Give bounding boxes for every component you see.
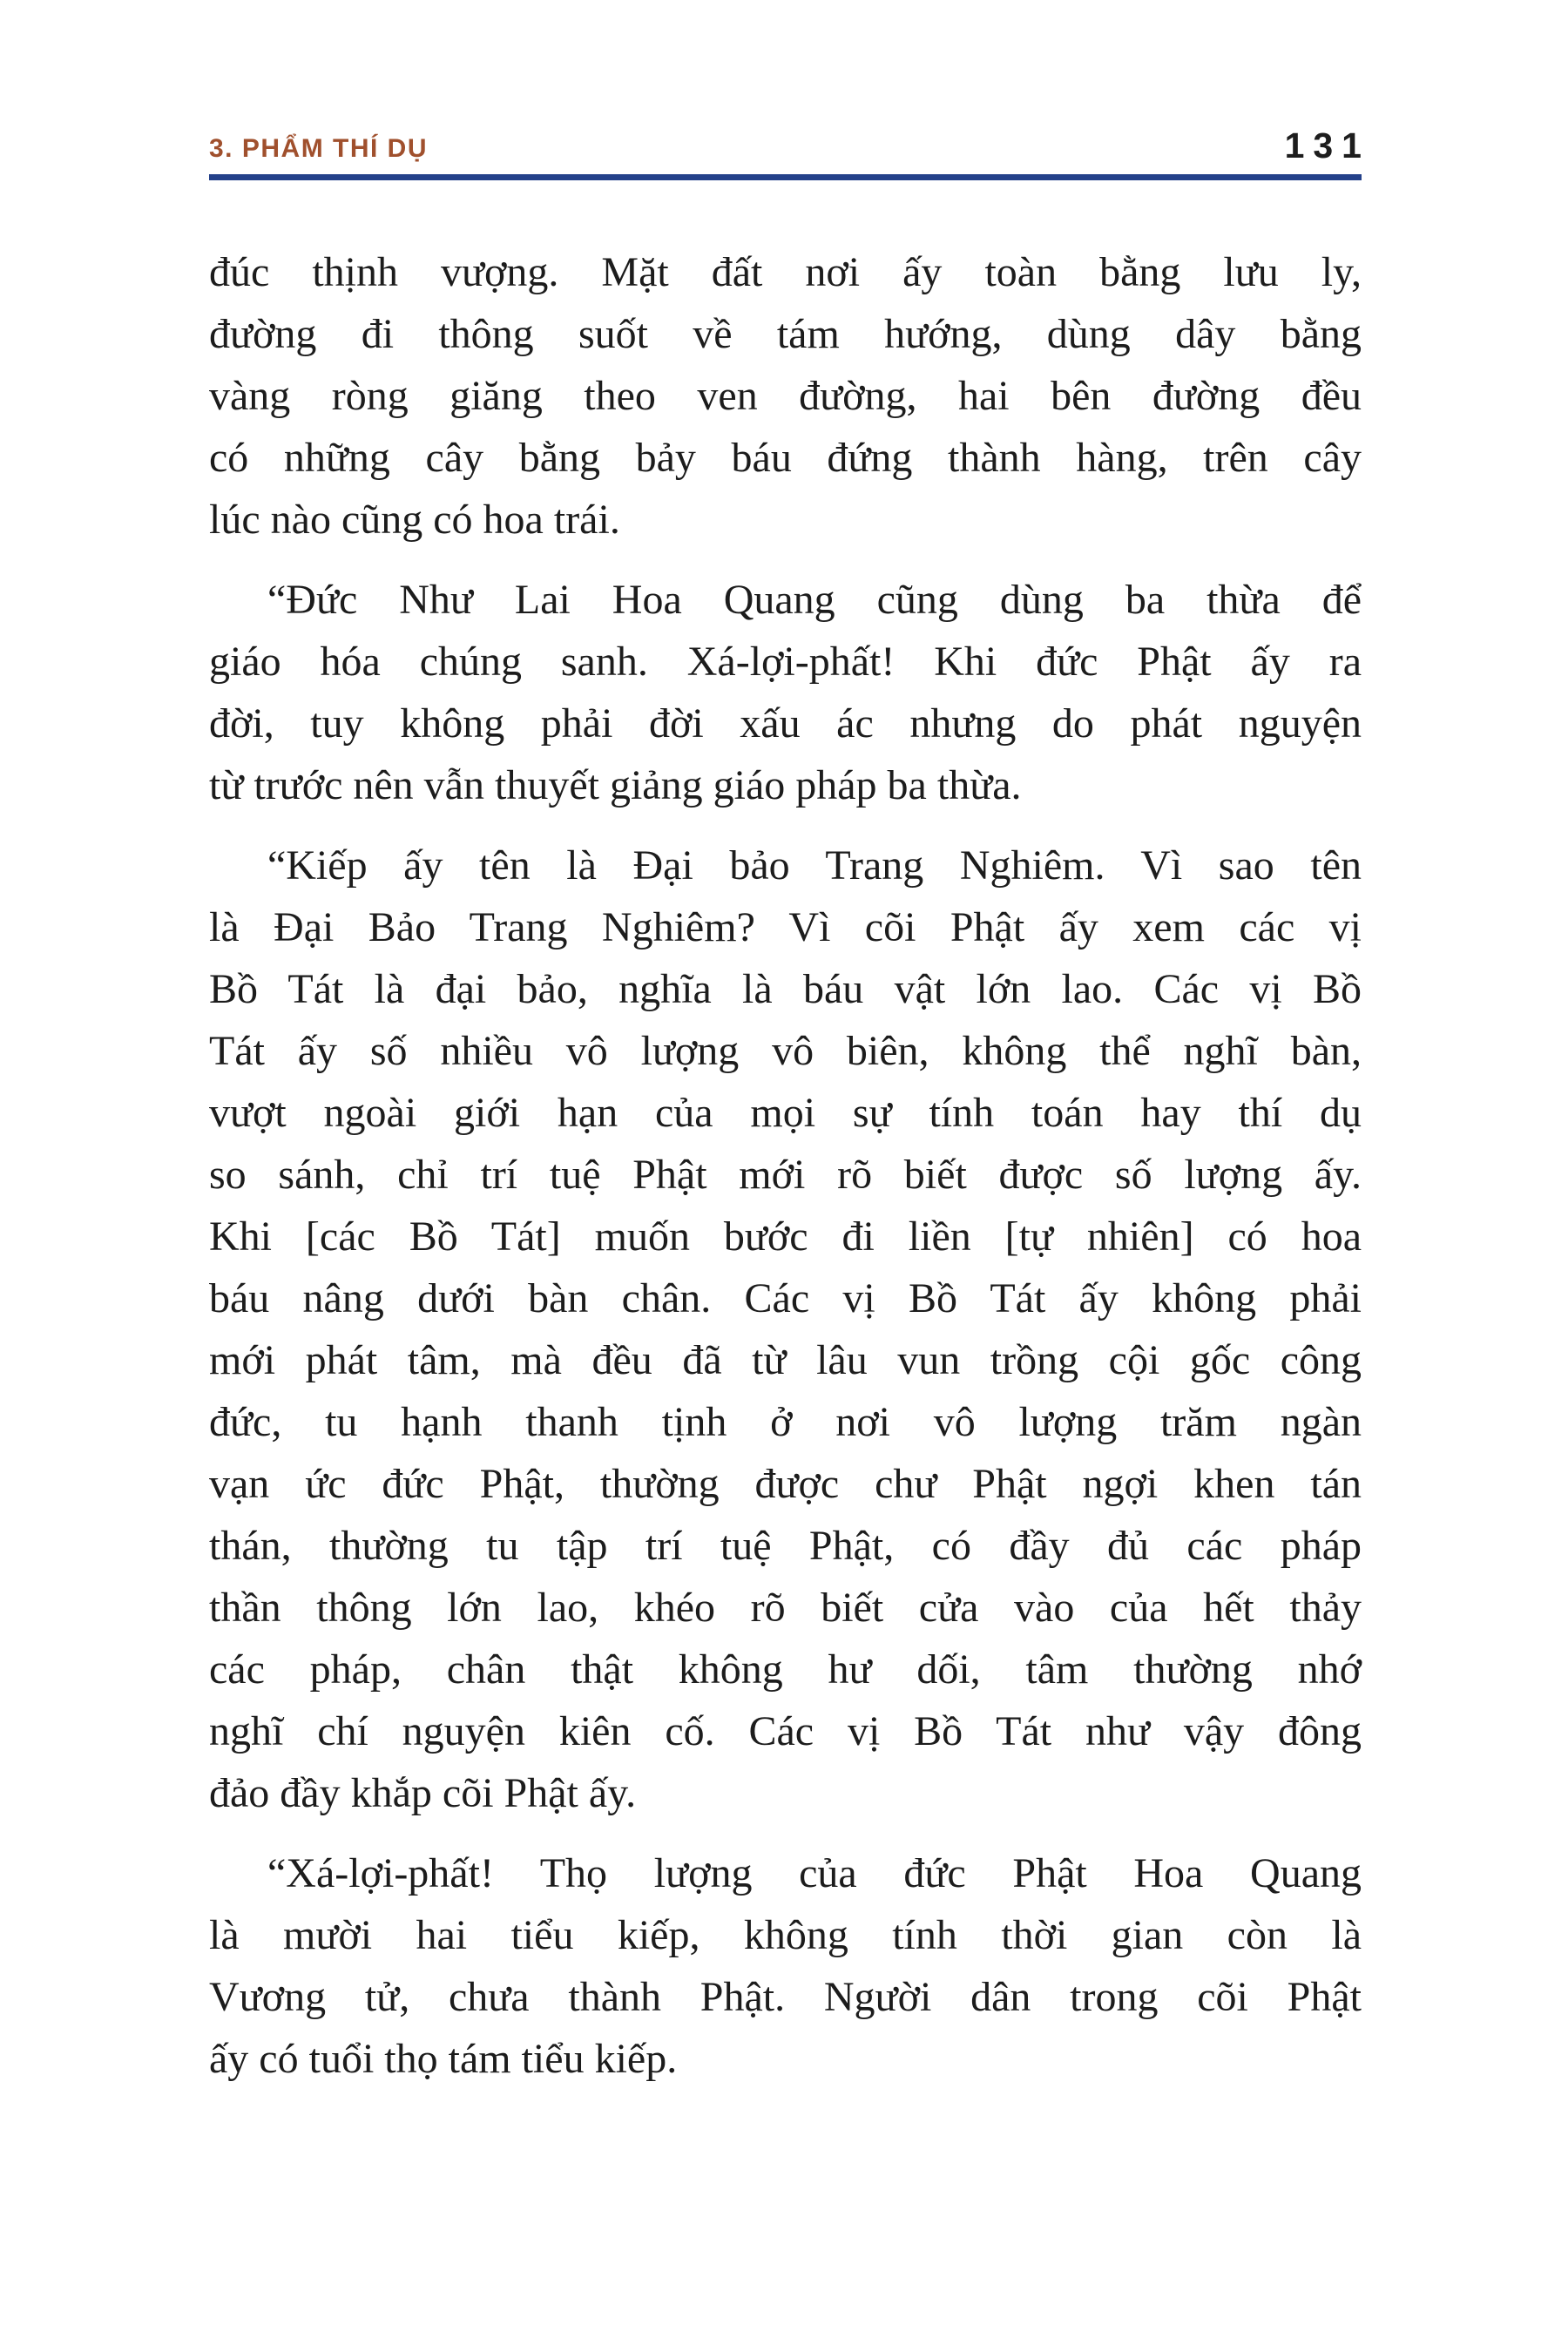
paragraph [209,241,1362,551]
paragraph [209,569,1362,816]
text-line: đúc thịnh vượng. Mặt đất nơi ấy toàn bằng lưu ly, [209,249,1362,295]
text-line: vượt ngoài giới hạn của mọi sự tính toán hay thí dụ [209,1090,1362,1136]
text-line: có những cây bằng bảy báu đứng thành hàng, trên cây [209,435,1362,481]
text-line: thán, thường tu tập trí tuệ Phật, có đầy đủ các pháp [209,1523,1362,1569]
text-line: nghĩ chí nguyện kiên cố. Các vị Bồ Tát như vậy đông [209,1708,1362,1754]
body-text [209,241,1362,2090]
text-line: Tát ấy số nhiều vô lượng vô biên, không thể nghĩ bàn, [209,1028,1362,1074]
text-line: Bồ Tát là đại bảo, nghĩa là báu vật lớn lao. Các vị Bồ [209,966,1362,1012]
header-divider-rule [209,174,1362,180]
text-line: từ trước nên vẫn thuyết giảng giáo pháp ba thừa. [209,762,1022,808]
text-line: đời, tuy không phải đời xấu ác nhưng do phát nguyện [209,700,1362,747]
text-line: là Đại Bảo Trang Nghiêm? Vì cõi Phật ấy xem các vị [209,904,1362,950]
chapter-title: 3. PHẨM THÍ DỤ [209,134,429,163]
text-line: ấy có tuổi thọ tám tiểu kiếp. [209,2036,678,2082]
text-line: thần thông lớn lao, khéo rõ biết cửa vào của hết thảy [209,1585,1362,1631]
text-line: Vương tử, chưa thành Phật. Người dân trong cõi Phật [209,1974,1362,2020]
text-line: “Đức Như Lai Hoa Quang cũng dùng ba thừa để [267,577,1362,623]
text-line: đường đi thông suốt về tám hướng, dùng dây bằng [209,311,1362,357]
text-line: giáo hóa chúng sanh. Xá-lợi-phất! Khi đức Phật ấy ra [209,639,1362,685]
text-line: “Xá-lợi-phất! Thọ lượng của đức Phật Hoa Quang [267,1850,1362,1896]
text-line: các pháp, chân thật không hư dối, tâm thường nhớ [209,1646,1362,1693]
text-line: Khi [các Bồ Tát] muốn bước đi liền [tự nhiên] có hoa [209,1213,1362,1260]
text-line: vạn ức đức Phật, thường được chư Phật ngợi khen tán [209,1461,1362,1507]
text-line: đức, tu hạnh thanh tịnh ở nơi vô lượng trăm ngàn [209,1399,1362,1445]
paragraph [209,1842,1362,2090]
text-line: đảo đầy khắp cõi Phật ấy. [209,1770,637,1816]
text-line: lúc nào cũng có hoa trái. [209,497,620,543]
page-header [209,120,1370,166]
text-line: mới phát tâm, mà đều đã từ lâu vun trồng cội gốc công [209,1337,1362,1383]
text-line: so sánh, chỉ trí tuệ Phật mới rõ biết được số lượng ấy. [209,1152,1362,1198]
text-line: “Kiếp ấy tên là Đại bảo Trang Nghiêm. Vì sao tên [267,842,1362,889]
paragraph [209,835,1362,1824]
text-line: báu nâng dưới bàn chân. Các vị Bồ Tát ấy không phải [209,1275,1362,1321]
page-number: 131 [1284,125,1370,166]
text-line: là mười hai tiểu kiếp, không tính thời gian còn là [209,1912,1362,1958]
text-line: vàng ròng giăng theo ven đường, hai bên đường đều [209,373,1362,419]
